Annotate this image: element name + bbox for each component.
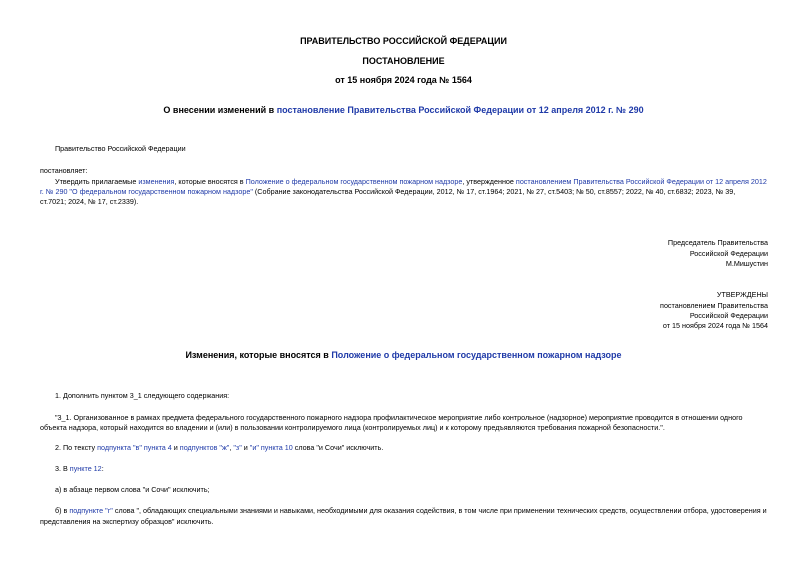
link-resolution-b[interactable]: г. № 290 "О федеральном государственном пожарном надзоре" [40,187,253,196]
document-title [0,105,807,115]
p1-text-d: (Собрание законодательства Российской Федерации, 2012, № 17, ст.1964; 2021, № 27, ст.5403; № 50, ст.8557; 2022, № 40, ст.6832; 2023, № 39, [252,187,736,196]
link-subparagraph-v[interactable]: подпункта "в" пункта 4 [97,443,172,452]
item-3b-line-1 [55,506,767,517]
item-1: 1. Дополнить пунктом 3_1 следующего содержания: [55,391,230,400]
item-2-text-d: и [241,443,250,452]
approval-line-4: от 15 ноября 2024 года № 1564 [662,321,768,330]
p1-text-c: , утвержденное [462,177,516,186]
item-3b-line-2: представления на экспертизу образцов" исключить. [40,517,214,526]
link-changes[interactable]: изменения [138,177,175,186]
link-subparagraph-g[interactable]: подпункте "г" [69,506,113,515]
item-2 [55,443,383,454]
signature-position: Председатель Правительства [667,238,768,247]
item-2-text-b: и [171,443,180,452]
item-1-quote-line-2: объекта надзора, который находится во владении и (или) в пользовании контролируемого лица (контролируемых лиц) и к которому предъявляются требования пожарной безопасности.". [40,423,665,432]
doc-type-heading: ПОСТАНОВЛЕНИЕ [362,56,445,66]
paragraph-1-line-2 [40,187,735,198]
p1-text-a: Утвердить прилагаемые [55,177,139,186]
link-resolution-a[interactable]: постановлением Правительства Российской Федерации от 12 апреля 2012 [515,177,767,186]
signature-country: Российской Федерации [689,249,768,258]
link-regulation[interactable]: Положение о федеральном государственном пожарном надзоре [245,177,463,186]
approval-line-2: постановлением Правительства [660,301,768,310]
title-link[interactable]: постановление Правительства Российской Федерации от 12 апреля 2012 г. № 290 [276,105,644,115]
changes-title [0,350,807,360]
paragraph-1-line-3: ст.7021; 2024, № 17, ст.2339). [40,197,139,206]
link-paragraph-12[interactable]: пункте 12 [69,464,102,473]
doc-date-number: от 15 ноября 2024 года № 1564 [335,75,472,85]
link-subparagraph-zh[interactable]: подпунктов "ж" [179,443,230,452]
approval-line-3: Российской Федерации [689,311,768,320]
item-1-quote-line-1: "3_1. Организованное в рамках предмета федерального государственного пожарного надзора профилактическое мероприятие либо контрольное (надзорное) мероприятие проводится в отношении одного [55,413,743,422]
link-subparagraph-z[interactable]: "з" [233,443,242,452]
government-heading: ПРАВИТЕЛЬСТВО РОССИЙСКОЙ ФЕДЕРАЦИИ [300,36,507,46]
changes-title-prefix: Изменения, которые вносятся в [185,350,332,360]
signature-name: М.Мишустин [725,259,768,268]
item-2-text-c: , [229,443,234,452]
link-subparagraph-i[interactable]: "и" пункта 10 [249,443,293,452]
item-3-text-b: : [101,464,104,473]
item-2-text-a: 2. По тексту [55,443,98,452]
paragraph-1-line-1 [55,177,767,188]
changes-title-link[interactable]: Положение о федеральном государственном пожарном надзоре [331,350,622,360]
item-3a: а) в абзаце первом слова "и Сочи" исключить; [55,485,210,494]
issuer-text: Правительство Российской Федерации [55,144,186,153]
item-3b-text-a: б) в [55,506,70,515]
item-3 [55,464,104,475]
p1-text-b: , которые вносятся в [174,177,246,186]
item-3-text-a: 3. В [55,464,70,473]
item-2-text-e: слова "и Сочи" исключить. [292,443,384,452]
decides-text: постановляет: [40,166,88,175]
title-prefix: О внесении изменений в [163,105,277,115]
item-3b-text-b: слова ", обладающих специальными знаниями и навыками, необходимыми для оказания содействия, в том числе при применении технических средств, осуществлении отбора, удостоверения и [112,506,767,515]
approval-heading: УТВЕРЖДЕНЫ [716,290,768,299]
